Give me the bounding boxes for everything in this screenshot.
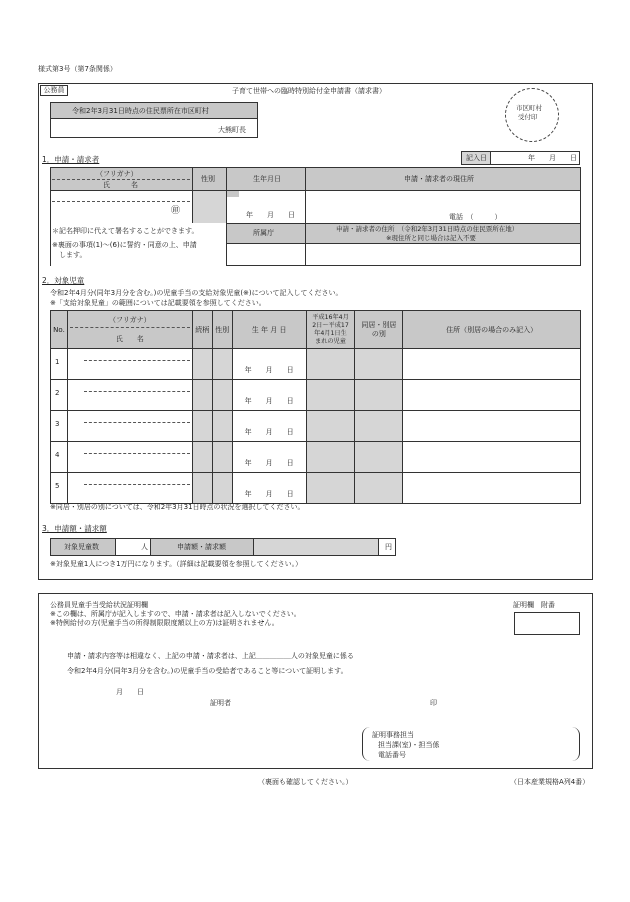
consent-note-2: します。	[52, 251, 87, 259]
cohabit-field[interactable]	[355, 349, 403, 380]
certificate-body1: 申請・請求内容等は相違なく、上記の申請・請求者は、上記＿＿＿＿＿人の対象児童に係る	[67, 652, 354, 660]
born-range-1: 平成16年4月	[312, 313, 349, 321]
col-name-furigana: （フリガナ）	[70, 315, 190, 328]
col-gender: 性別	[212, 311, 232, 349]
cohabit-note: ※同居・別居の別については、令和2年3月31日時点の状況を選択してください。	[50, 503, 305, 511]
child-birth-field[interactable]: 年 月 日	[232, 473, 306, 504]
entry-date-label: 記入日	[466, 154, 487, 162]
child-birth-field[interactable]: 年 月 日	[232, 349, 306, 380]
certificate-number-field[interactable]	[514, 612, 580, 635]
relation-field[interactable]	[192, 380, 212, 411]
table-row	[51, 411, 581, 442]
cohabit-field[interactable]	[355, 442, 403, 473]
table-row	[51, 380, 581, 411]
born-range-field[interactable]	[306, 411, 355, 442]
amount-field[interactable]	[253, 538, 379, 556]
cohabit-1: 同居・別居	[361, 320, 397, 329]
children-header-row	[51, 311, 581, 349]
child-name-field[interactable]	[67, 442, 192, 473]
furigana-divider	[84, 453, 190, 454]
footer-right: （日本産業規格A列4番）	[510, 778, 590, 786]
born-range-field[interactable]	[306, 380, 355, 411]
furigana-divider	[84, 422, 190, 423]
born-range-field[interactable]	[306, 473, 355, 504]
child-name-field[interactable]	[67, 411, 192, 442]
amount-label: 申請額・請求額	[177, 543, 226, 551]
residence-municipality[interactable]: 大熊町長	[218, 126, 246, 134]
child-address-field[interactable]	[403, 380, 581, 411]
consent-note-1: ※裏面の事項(1)～(6)に誓約・同意の上、申請	[52, 241, 197, 249]
col-born-range	[306, 311, 355, 349]
form-title: 子育て世帯への臨時特別給付金申請書（請求書）	[232, 87, 386, 95]
born-range-3: 年4月1日生	[314, 329, 347, 337]
address2-note: ※現住所と同じ場合は記入不要	[386, 234, 476, 242]
shade	[227, 191, 239, 197]
born-range-field[interactable]	[306, 349, 355, 380]
row-number: 3	[51, 411, 68, 442]
col-cohabit	[355, 311, 403, 349]
child-birth-field[interactable]: 年 月 日	[232, 380, 306, 411]
certificate-note2: ※特例給付の方(児童手当の所得制限限度額以上の方)は証明されません。	[50, 619, 279, 627]
col-birth: 生 年 月 日	[232, 311, 306, 349]
furigana-divider	[84, 484, 190, 485]
residence-label: 令和2年3月31日時点の住民票所在市区町村	[72, 107, 209, 115]
contact-line1: 証明事務担当	[372, 731, 414, 739]
certificate-date[interactable]: 月 日	[116, 688, 144, 696]
cohabit-field[interactable]	[355, 473, 403, 504]
child-name-field[interactable]	[67, 349, 192, 380]
footer-left: （裏面も確認してください。）	[258, 778, 353, 786]
born-range-4: まれの児童	[315, 337, 346, 345]
form-number: 様式第3号（第7条関係）	[38, 65, 117, 73]
relation-field[interactable]	[192, 442, 212, 473]
stamp-line2: 受付印	[518, 113, 538, 121]
agency-field[interactable]	[227, 244, 305, 265]
gender-field[interactable]	[193, 191, 226, 223]
child-address-field[interactable]	[403, 349, 581, 380]
child-name-field[interactable]	[67, 380, 192, 411]
col-name-label: 氏 名	[115, 335, 144, 343]
gender-field[interactable]	[212, 442, 232, 473]
certificate-number-label: 証明欄 附番	[513, 601, 555, 609]
applicant-name-field[interactable]	[52, 192, 190, 222]
section1-heading: 1．申請・請求者	[42, 155, 100, 164]
contact-line3: 電話番号	[378, 751, 406, 759]
child-address-field[interactable]	[403, 411, 581, 442]
gender-label: 性別	[201, 175, 215, 183]
row-number: 5	[51, 473, 68, 504]
table-row	[51, 349, 581, 380]
cohabit-field[interactable]	[355, 380, 403, 411]
section3-heading: 3．申請額・請求額	[42, 524, 107, 533]
certifier-seal: 印	[430, 699, 437, 707]
certificate-title: 公務員児童手当受給状況証明欄	[50, 601, 148, 609]
child-address-field[interactable]	[403, 442, 581, 473]
line	[52, 179, 190, 180]
amount-unit: 円	[385, 543, 392, 551]
relation-field[interactable]	[192, 473, 212, 504]
section2-intro1: 令和2年4月分(同年3月分を含む。)の児童手当の支給対象児童(※)について記入してください。	[50, 289, 343, 297]
section2-intro2: ※「支給対象児童」の範囲については記載要領を参照してください。	[50, 299, 266, 307]
cohabit-field[interactable]	[355, 411, 403, 442]
col-relation: 続柄	[192, 311, 212, 349]
child-birth-field[interactable]: 年 月 日	[232, 442, 306, 473]
reception-stamp	[505, 88, 559, 142]
furigana-divider	[84, 360, 190, 361]
public-servant-badge: 公務員	[40, 85, 68, 96]
certificate-body2: 令和2年4月分(同年3月分を含む。)の児童手当の受給者であること等について証明します。	[67, 667, 348, 675]
children-table	[50, 310, 581, 504]
count-unit: 人	[141, 543, 148, 551]
address2-label: 申請・請求者の住所 （令和2年3月31日時点の住民票所在地）	[336, 225, 519, 233]
table-row	[51, 442, 581, 473]
line	[50, 190, 581, 191]
relation-field[interactable]	[192, 349, 212, 380]
signature-note: ＊記名押印に代えて署名することができます。	[52, 227, 199, 235]
furigana-label: （フリガナ）	[96, 170, 138, 178]
col-no: No.	[51, 311, 68, 349]
address2-field[interactable]	[306, 244, 580, 265]
name-label: 氏 名	[103, 181, 138, 189]
child-name-field[interactable]	[67, 473, 192, 504]
table-row	[51, 473, 581, 504]
seal-mark: ㊞	[171, 206, 181, 216]
furigana-divider	[84, 391, 190, 392]
address-label: 申請・請求者の現住所	[404, 175, 474, 183]
certifier-label: 証明者	[210, 699, 231, 707]
gender-field[interactable]	[212, 380, 232, 411]
gender-field[interactable]	[212, 411, 232, 442]
col-address: 住所（別居の場合のみ記入）	[403, 311, 581, 349]
entry-date-value: 年 月 日	[528, 154, 577, 162]
gender-field[interactable]	[212, 473, 232, 504]
count-label: 対象児童数	[64, 543, 99, 551]
child-birth-field[interactable]: 年 月 日	[232, 411, 306, 442]
row-number: 1	[51, 349, 68, 380]
certificate-note1: ※この欄は、所属庁が記入しますので、申請・請求者は記入しないでください。	[50, 610, 301, 618]
phone-label[interactable]: 電話 （ ）	[449, 213, 502, 221]
cohabit-2: の別	[371, 329, 386, 338]
section2-heading: 2．対象児童	[42, 276, 85, 285]
amount-note: ※対象児童1人につき1万円になります。（詳細は記載要領を参照してください。）	[50, 560, 303, 568]
gender-field[interactable]	[212, 349, 232, 380]
birth-label: 生年月日	[253, 175, 281, 183]
born-range-field[interactable]	[306, 442, 355, 473]
relation-field[interactable]	[192, 411, 212, 442]
contact-line2: 担当課(室)・担当係	[378, 741, 440, 749]
birth-value[interactable]: 年 月 日	[246, 211, 295, 219]
col-name	[67, 311, 192, 349]
stamp-line1: 市区町村	[516, 104, 542, 112]
born-range-2: 2日～平成17	[312, 321, 349, 329]
row-number: 4	[51, 442, 68, 473]
child-address-field[interactable]	[403, 473, 581, 504]
agency-label: 所属庁	[253, 229, 274, 237]
row-number: 2	[51, 380, 68, 411]
